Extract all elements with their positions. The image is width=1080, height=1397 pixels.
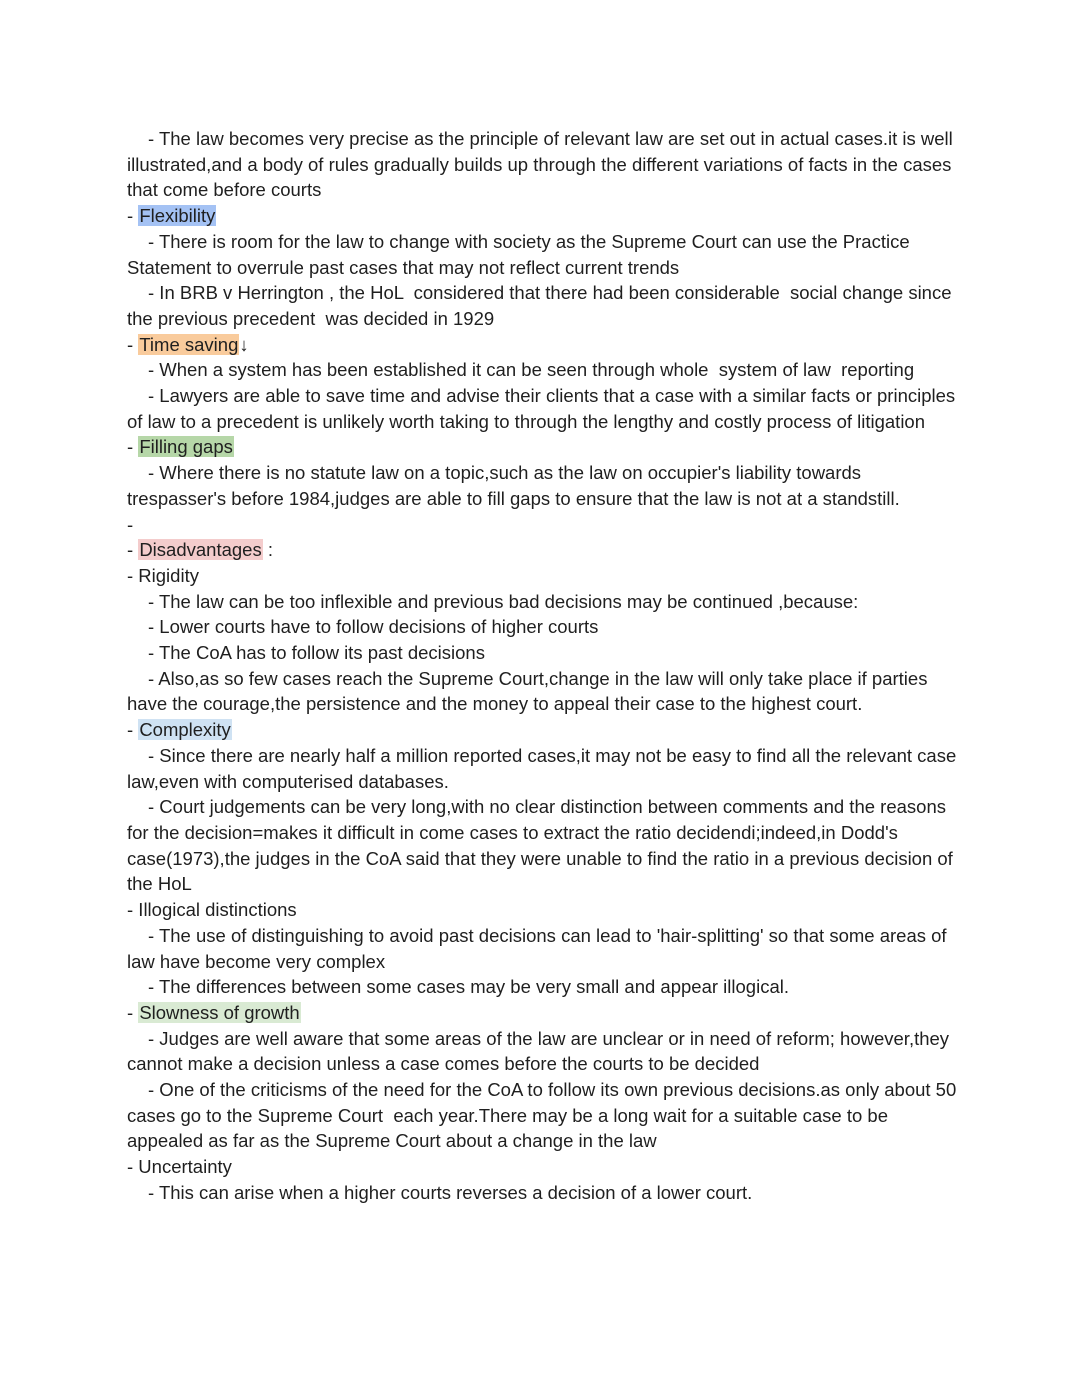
paragraph-few-cases: - Also,as so few cases reach the Supreme Court,change in the law will only take place if parties have the courage,the persistence and the money to appeal their case to the highest court. — [127, 667, 933, 715]
paragraph-hair-splitting: - The use of distinguishing to avoid past decisions can lead to 'hair-splitting' so that some areas of law have become very complex — [127, 924, 952, 972]
heading-dash: - — [127, 539, 139, 561]
heading-disadvantages — [127, 537, 962, 563]
document-page — [127, 126, 962, 1206]
paragraph-lower-courts: - Lower courts have to follow decisions of higher courts — [148, 616, 599, 638]
heading-time-saving — [127, 332, 962, 358]
paragraph-lawyers-save-time: - Lawyers are able to save time and advise their clients that a case with a similar facts or principles of law to a precedent is unlikely worth taking to through the lengthy and costly process of litigation — [127, 385, 961, 432]
paragraph-statute-gaps: - Where there is no statute law on a topic,such as the law on occupier's liability towards trespasser's before 1984,judges are able to fill gaps to ensure that the law is not at a standstill. — [127, 462, 900, 509]
paragraph-practice-statement: - There is room for the law to change with society as the Supreme Court can use the Practice Statement to overrule past cases that may not reflect current trends — [127, 230, 915, 278]
paragraph-precision: - The law becomes very precise as the principle of relevant law are set out in actual cases.it is well illustrated,and a body of rules gradually builds up through the different variations of facts in the cases that come before courts — [127, 128, 958, 201]
heading-dash: - — [127, 436, 139, 458]
heading-dash: - — [127, 719, 139, 741]
heading-filling-gaps — [127, 434, 962, 460]
highlight-time-saving: Time saving — [139, 333, 239, 355]
heading-slowness-of-growth — [127, 1000, 962, 1026]
heading-dash: - — [127, 205, 139, 227]
paragraph-inflexible: - The law can be too inflexible and previous bad decisions may be continued ,because: — [148, 590, 859, 612]
highlight-slowness-of-growth: Slowness of growth — [139, 1001, 300, 1023]
paragraph-small-differences: - The differences between some cases may be very small and appear illogical. — [148, 976, 789, 998]
highlight-flexibility: Flexibility — [139, 205, 216, 227]
heading-dash: - — [127, 1001, 139, 1023]
paragraph-long-judgements: - Court judgements can be very long,with no clear distinction between comments and the reasons for the decision=makes it difficult in come cases to extract the ratio decidendi;indeed,in Dodd's case(1973),the judges in the CoA said that they were unable to find the ratio in a previous decision of the HoL — [127, 796, 958, 895]
heading-dash: - — [127, 333, 139, 355]
highlight-complexity: Complexity — [139, 719, 231, 741]
paragraph-coa-past-decisions: - The CoA has to follow its past decisions — [148, 642, 485, 664]
paragraph-brb-herrington: - In BRB v Herrington , the HoL considered that there had been considerable social change since the previous precedent was decided in 1929 — [127, 282, 957, 329]
highlight-disadvantages: Disadvantages — [139, 539, 262, 561]
down-arrow-icon: ↓ — [239, 333, 249, 355]
heading-uncertainty: - Uncertainty — [127, 1156, 232, 1178]
paragraph-criticisms: - One of the criticisms of the need for the CoA to follow its own previous decisions.as only about 50 cases go to the Supreme Court each year.There may be a long wait for a suitable case to be appealed as far as the Supreme Court about a change in the law — [127, 1079, 962, 1152]
paragraph-higher-court-reverses: - This can arise when a higher courts reverses a decision of a lower court. — [148, 1181, 753, 1203]
heading-colon: : — [262, 539, 273, 561]
heading-complexity — [127, 717, 962, 743]
heading-flexibility — [127, 203, 962, 229]
heading-illogical-distinctions: - Illogical distinctions — [127, 899, 297, 921]
empty-bullet: - — [127, 513, 134, 535]
heading-rigidity: - Rigidity — [127, 564, 199, 586]
paragraph-judges-aware: - Judges are well aware that some areas of the law are unclear or in need of reform; however,they cannot make a decision unless a case comes before the courts to be decided — [127, 1027, 955, 1075]
paragraph-law-reporting: - When a system has been established it can be seen through whole system of law reporting — [148, 359, 915, 381]
highlight-filling-gaps: Filling gaps — [139, 436, 233, 458]
paragraph-reported-cases: - Since there are nearly half a million reported cases,it may not be easy to find all the relevant case law,even with computerised databases. — [127, 744, 962, 792]
